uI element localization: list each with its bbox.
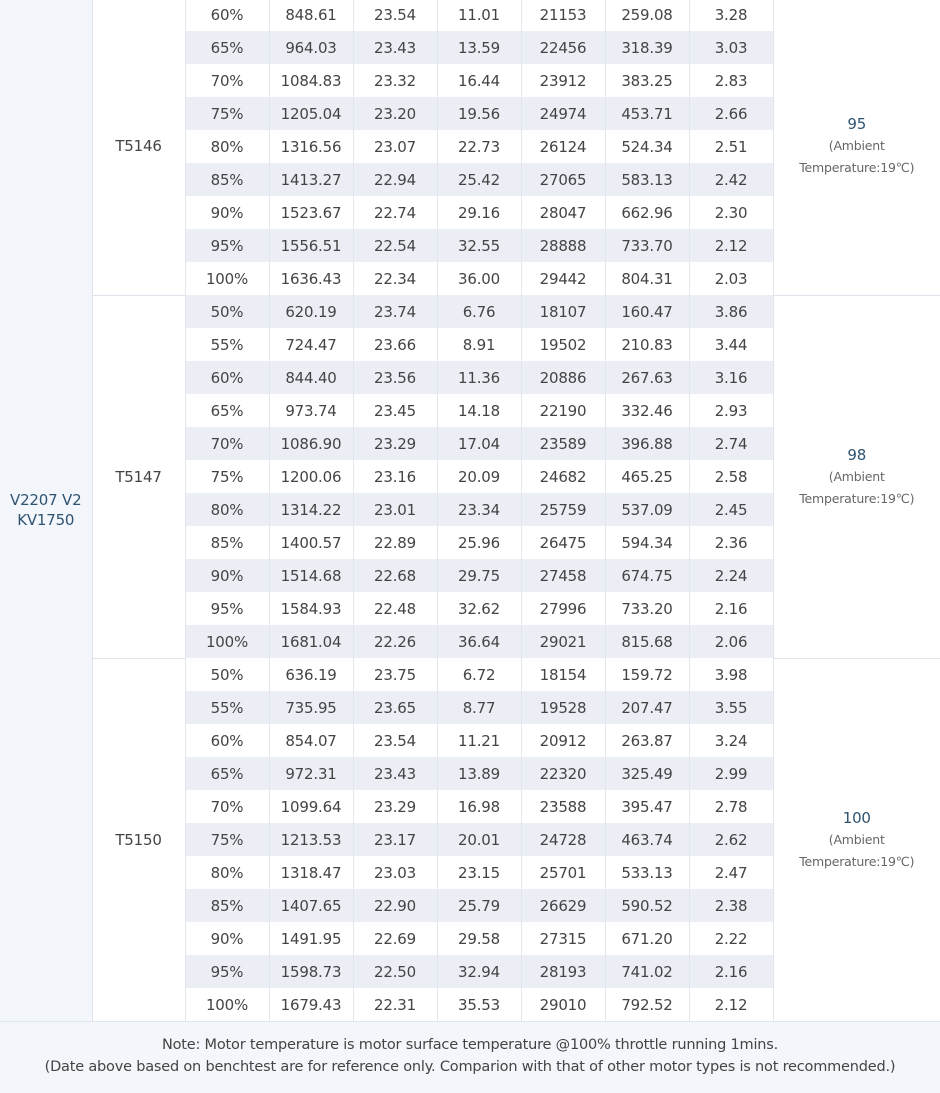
voltage-cell: 23.65 [353,691,437,724]
voltage-cell: 23.54 [353,724,437,757]
thrust-cell: 844.40 [269,361,353,394]
throttle-cell: 70% [185,64,269,97]
throttle-cell: 60% [185,724,269,757]
throttle-cell: 55% [185,691,269,724]
current-cell: 11.01 [437,0,521,31]
power-cell: 396.88 [605,427,689,460]
efficiency-cell: 3.03 [689,31,773,64]
rpm-cell: 29021 [521,625,605,658]
efficiency-cell: 2.47 [689,856,773,889]
current-cell: 35.53 [437,988,521,1021]
motor-model-cell [0,0,92,1021]
motor-temperature-cell [773,0,940,295]
temperature-value: 100 [774,807,940,829]
power-cell: 733.20 [605,592,689,625]
propeller-cell: T5147 [92,295,185,658]
rpm-cell: 26629 [521,889,605,922]
efficiency-cell: 2.99 [689,757,773,790]
rpm-cell: 27065 [521,163,605,196]
throttle-cell: 85% [185,526,269,559]
current-cell: 29.58 [437,922,521,955]
efficiency-cell: 3.28 [689,0,773,31]
voltage-cell: 23.66 [353,328,437,361]
throttle-cell: 95% [185,229,269,262]
throttle-cell: 70% [185,427,269,460]
power-cell: 159.72 [605,658,689,691]
power-cell: 463.74 [605,823,689,856]
motor-temperature-cell [773,658,940,1021]
propeller-cell: T5150 [92,658,185,1021]
voltage-cell: 22.94 [353,163,437,196]
rpm-cell: 23589 [521,427,605,460]
voltage-cell: 23.43 [353,757,437,790]
throttle-cell: 95% [185,592,269,625]
rpm-cell: 20886 [521,361,605,394]
efficiency-cell: 2.36 [689,526,773,559]
current-cell: 6.72 [437,658,521,691]
power-cell: 207.47 [605,691,689,724]
ambient-temperature: Temperature:19℃) [774,851,940,873]
throttle-cell: 65% [185,394,269,427]
table-row [0,0,940,31]
voltage-cell: 23.20 [353,97,437,130]
current-cell: 32.55 [437,229,521,262]
rpm-cell: 24682 [521,460,605,493]
efficiency-cell: 2.93 [689,394,773,427]
thrust-cell: 848.61 [269,0,353,31]
thrust-cell: 1681.04 [269,625,353,658]
efficiency-cell: 2.51 [689,130,773,163]
table-row [0,658,940,691]
thrust-cell: 1598.73 [269,955,353,988]
current-cell: 19.56 [437,97,521,130]
current-cell: 25.79 [437,889,521,922]
thrust-cell: 1413.27 [269,163,353,196]
efficiency-cell: 3.86 [689,295,773,328]
thrust-cell: 724.47 [269,328,353,361]
power-cell: 395.47 [605,790,689,823]
footnote [0,1021,940,1093]
table-row [0,295,940,328]
rpm-cell: 25759 [521,493,605,526]
thrust-cell: 735.95 [269,691,353,724]
current-cell: 32.94 [437,955,521,988]
rpm-cell: 26124 [521,130,605,163]
power-cell: 671.20 [605,922,689,955]
rpm-cell: 24728 [521,823,605,856]
power-cell: 662.96 [605,196,689,229]
current-cell: 14.18 [437,394,521,427]
efficiency-cell: 2.06 [689,625,773,658]
power-cell: 259.08 [605,0,689,31]
power-cell: 263.87 [605,724,689,757]
voltage-cell: 23.54 [353,0,437,31]
efficiency-cell: 2.16 [689,955,773,988]
thrust-cell: 1491.95 [269,922,353,955]
thrust-cell: 854.07 [269,724,353,757]
voltage-cell: 23.43 [353,31,437,64]
voltage-cell: 23.29 [353,427,437,460]
voltage-cell: 22.68 [353,559,437,592]
motor-temperature-cell [773,295,940,658]
throttle-cell: 80% [185,130,269,163]
efficiency-cell: 2.16 [689,592,773,625]
rpm-cell: 23588 [521,790,605,823]
ambient-label: (Ambient [774,466,940,488]
voltage-cell: 22.89 [353,526,437,559]
motor-model-line2: KV1750 [17,511,74,529]
throttle-cell: 50% [185,658,269,691]
throttle-cell: 75% [185,97,269,130]
current-cell: 8.91 [437,328,521,361]
voltage-cell: 23.75 [353,658,437,691]
note-line-1: Note: Motor temperature is motor surface temperature @100% throttle running 1mins. [0,1034,940,1056]
voltage-cell: 22.34 [353,262,437,295]
rpm-cell: 25701 [521,856,605,889]
rpm-cell: 28888 [521,229,605,262]
rpm-cell: 28193 [521,955,605,988]
efficiency-cell: 2.12 [689,988,773,1021]
throttle-cell: 50% [185,295,269,328]
rpm-cell: 20912 [521,724,605,757]
efficiency-cell: 2.38 [689,889,773,922]
throttle-cell: 90% [185,922,269,955]
thrust-cell: 1084.83 [269,64,353,97]
ambient-temperature: Temperature:19℃) [774,157,940,179]
power-cell: 815.68 [605,625,689,658]
rpm-cell: 18107 [521,295,605,328]
efficiency-cell: 2.74 [689,427,773,460]
rpm-cell: 28047 [521,196,605,229]
efficiency-cell: 2.42 [689,163,773,196]
efficiency-cell: 3.24 [689,724,773,757]
current-cell: 17.04 [437,427,521,460]
ambient-label: (Ambient [774,135,940,157]
power-cell: 733.70 [605,229,689,262]
power-cell: 537.09 [605,493,689,526]
efficiency-cell: 2.62 [689,823,773,856]
throttle-cell: 90% [185,196,269,229]
thrust-cell: 1636.43 [269,262,353,295]
voltage-cell: 22.69 [353,922,437,955]
power-cell: 804.31 [605,262,689,295]
current-cell: 16.98 [437,790,521,823]
throttle-cell: 100% [185,262,269,295]
efficiency-cell: 3.16 [689,361,773,394]
voltage-cell: 22.90 [353,889,437,922]
thrust-cell: 1316.56 [269,130,353,163]
power-cell: 594.34 [605,526,689,559]
current-cell: 20.01 [437,823,521,856]
efficiency-cell: 3.98 [689,658,773,691]
power-cell: 533.13 [605,856,689,889]
current-cell: 29.75 [437,559,521,592]
efficiency-cell: 2.45 [689,493,773,526]
thrust-cell: 973.74 [269,394,353,427]
rpm-cell: 27996 [521,592,605,625]
current-cell: 13.89 [437,757,521,790]
voltage-cell: 22.31 [353,988,437,1021]
throttle-cell: 65% [185,31,269,64]
current-cell: 25.96 [437,526,521,559]
rpm-cell: 22456 [521,31,605,64]
thrust-cell: 1400.57 [269,526,353,559]
throttle-cell: 75% [185,460,269,493]
power-cell: 160.47 [605,295,689,328]
power-cell: 318.39 [605,31,689,64]
thrust-cell: 1318.47 [269,856,353,889]
efficiency-cell: 2.58 [689,460,773,493]
current-cell: 22.73 [437,130,521,163]
note-line-2: (Date above based on benchtest are for reference only. Comparion with that of other motor types is not recommended.) [0,1056,940,1078]
thrust-cell: 636.19 [269,658,353,691]
voltage-cell: 22.26 [353,625,437,658]
rpm-cell: 24974 [521,97,605,130]
current-cell: 29.16 [437,196,521,229]
rpm-cell: 22320 [521,757,605,790]
thrust-cell: 1205.04 [269,97,353,130]
rpm-cell: 29010 [521,988,605,1021]
current-cell: 16.44 [437,64,521,97]
current-cell: 36.00 [437,262,521,295]
throttle-cell: 70% [185,790,269,823]
thrust-cell: 1584.93 [269,592,353,625]
efficiency-cell: 2.78 [689,790,773,823]
thrust-cell: 1314.22 [269,493,353,526]
rpm-cell: 27458 [521,559,605,592]
rpm-cell: 23912 [521,64,605,97]
current-cell: 23.34 [437,493,521,526]
efficiency-cell: 2.24 [689,559,773,592]
throttle-cell: 55% [185,328,269,361]
voltage-cell: 23.45 [353,394,437,427]
power-cell: 210.83 [605,328,689,361]
motor-model-line1: V2207 V2 [10,491,81,509]
power-cell: 792.52 [605,988,689,1021]
throttle-cell: 95% [185,955,269,988]
current-cell: 32.62 [437,592,521,625]
power-cell: 465.25 [605,460,689,493]
throttle-cell: 60% [185,0,269,31]
rpm-cell: 27315 [521,922,605,955]
voltage-cell: 23.03 [353,856,437,889]
power-cell: 524.34 [605,130,689,163]
efficiency-cell: 2.66 [689,97,773,130]
current-cell: 20.09 [437,460,521,493]
power-cell: 453.71 [605,97,689,130]
voltage-cell: 23.07 [353,130,437,163]
thrust-cell: 1200.06 [269,460,353,493]
temperature-value: 98 [774,444,940,466]
rpm-cell: 19502 [521,328,605,361]
voltage-cell: 22.74 [353,196,437,229]
thrust-cell: 1523.67 [269,196,353,229]
thrust-cell: 1099.64 [269,790,353,823]
efficiency-cell: 2.12 [689,229,773,262]
throttle-cell: 85% [185,889,269,922]
current-cell: 6.76 [437,295,521,328]
current-cell: 8.77 [437,691,521,724]
thrust-cell: 1514.68 [269,559,353,592]
voltage-cell: 23.16 [353,460,437,493]
rpm-cell: 21153 [521,0,605,31]
efficiency-cell: 3.44 [689,328,773,361]
efficiency-cell: 2.03 [689,262,773,295]
efficiency-cell: 3.55 [689,691,773,724]
current-cell: 25.42 [437,163,521,196]
thrust-cell: 1407.65 [269,889,353,922]
voltage-cell: 22.54 [353,229,437,262]
power-cell: 674.75 [605,559,689,592]
power-cell: 583.13 [605,163,689,196]
throttle-cell: 100% [185,625,269,658]
current-cell: 36.64 [437,625,521,658]
voltage-cell: 22.50 [353,955,437,988]
ambient-label: (Ambient [774,829,940,851]
current-cell: 11.36 [437,361,521,394]
thrust-cell: 964.03 [269,31,353,64]
power-cell: 590.52 [605,889,689,922]
thrust-cell: 1679.43 [269,988,353,1021]
propeller-cell: T5146 [92,0,185,295]
temperature-value: 95 [774,113,940,135]
throttle-cell: 90% [185,559,269,592]
throttle-cell: 60% [185,361,269,394]
throttle-cell: 100% [185,988,269,1021]
voltage-cell: 22.48 [353,592,437,625]
thrust-cell: 1556.51 [269,229,353,262]
thrust-cell: 972.31 [269,757,353,790]
efficiency-cell: 2.30 [689,196,773,229]
ambient-temperature: Temperature:19℃) [774,488,940,510]
voltage-cell: 23.29 [353,790,437,823]
power-cell: 325.49 [605,757,689,790]
rpm-cell: 19528 [521,691,605,724]
voltage-cell: 23.32 [353,64,437,97]
current-cell: 13.59 [437,31,521,64]
throttle-cell: 85% [185,163,269,196]
power-cell: 332.46 [605,394,689,427]
voltage-cell: 23.56 [353,361,437,394]
rpm-cell: 26475 [521,526,605,559]
throttle-cell: 80% [185,856,269,889]
thrust-cell: 1086.90 [269,427,353,460]
throttle-cell: 65% [185,757,269,790]
efficiency-cell: 2.83 [689,64,773,97]
power-cell: 267.63 [605,361,689,394]
rpm-cell: 29442 [521,262,605,295]
current-cell: 11.21 [437,724,521,757]
rpm-cell: 22190 [521,394,605,427]
throttle-cell: 80% [185,493,269,526]
voltage-cell: 23.74 [353,295,437,328]
voltage-cell: 23.17 [353,823,437,856]
thrust-cell: 620.19 [269,295,353,328]
efficiency-cell: 2.22 [689,922,773,955]
thrust-cell: 1213.53 [269,823,353,856]
throttle-cell: 75% [185,823,269,856]
power-cell: 741.02 [605,955,689,988]
voltage-cell: 23.01 [353,493,437,526]
power-cell: 383.25 [605,64,689,97]
rpm-cell: 18154 [521,658,605,691]
current-cell: 23.15 [437,856,521,889]
